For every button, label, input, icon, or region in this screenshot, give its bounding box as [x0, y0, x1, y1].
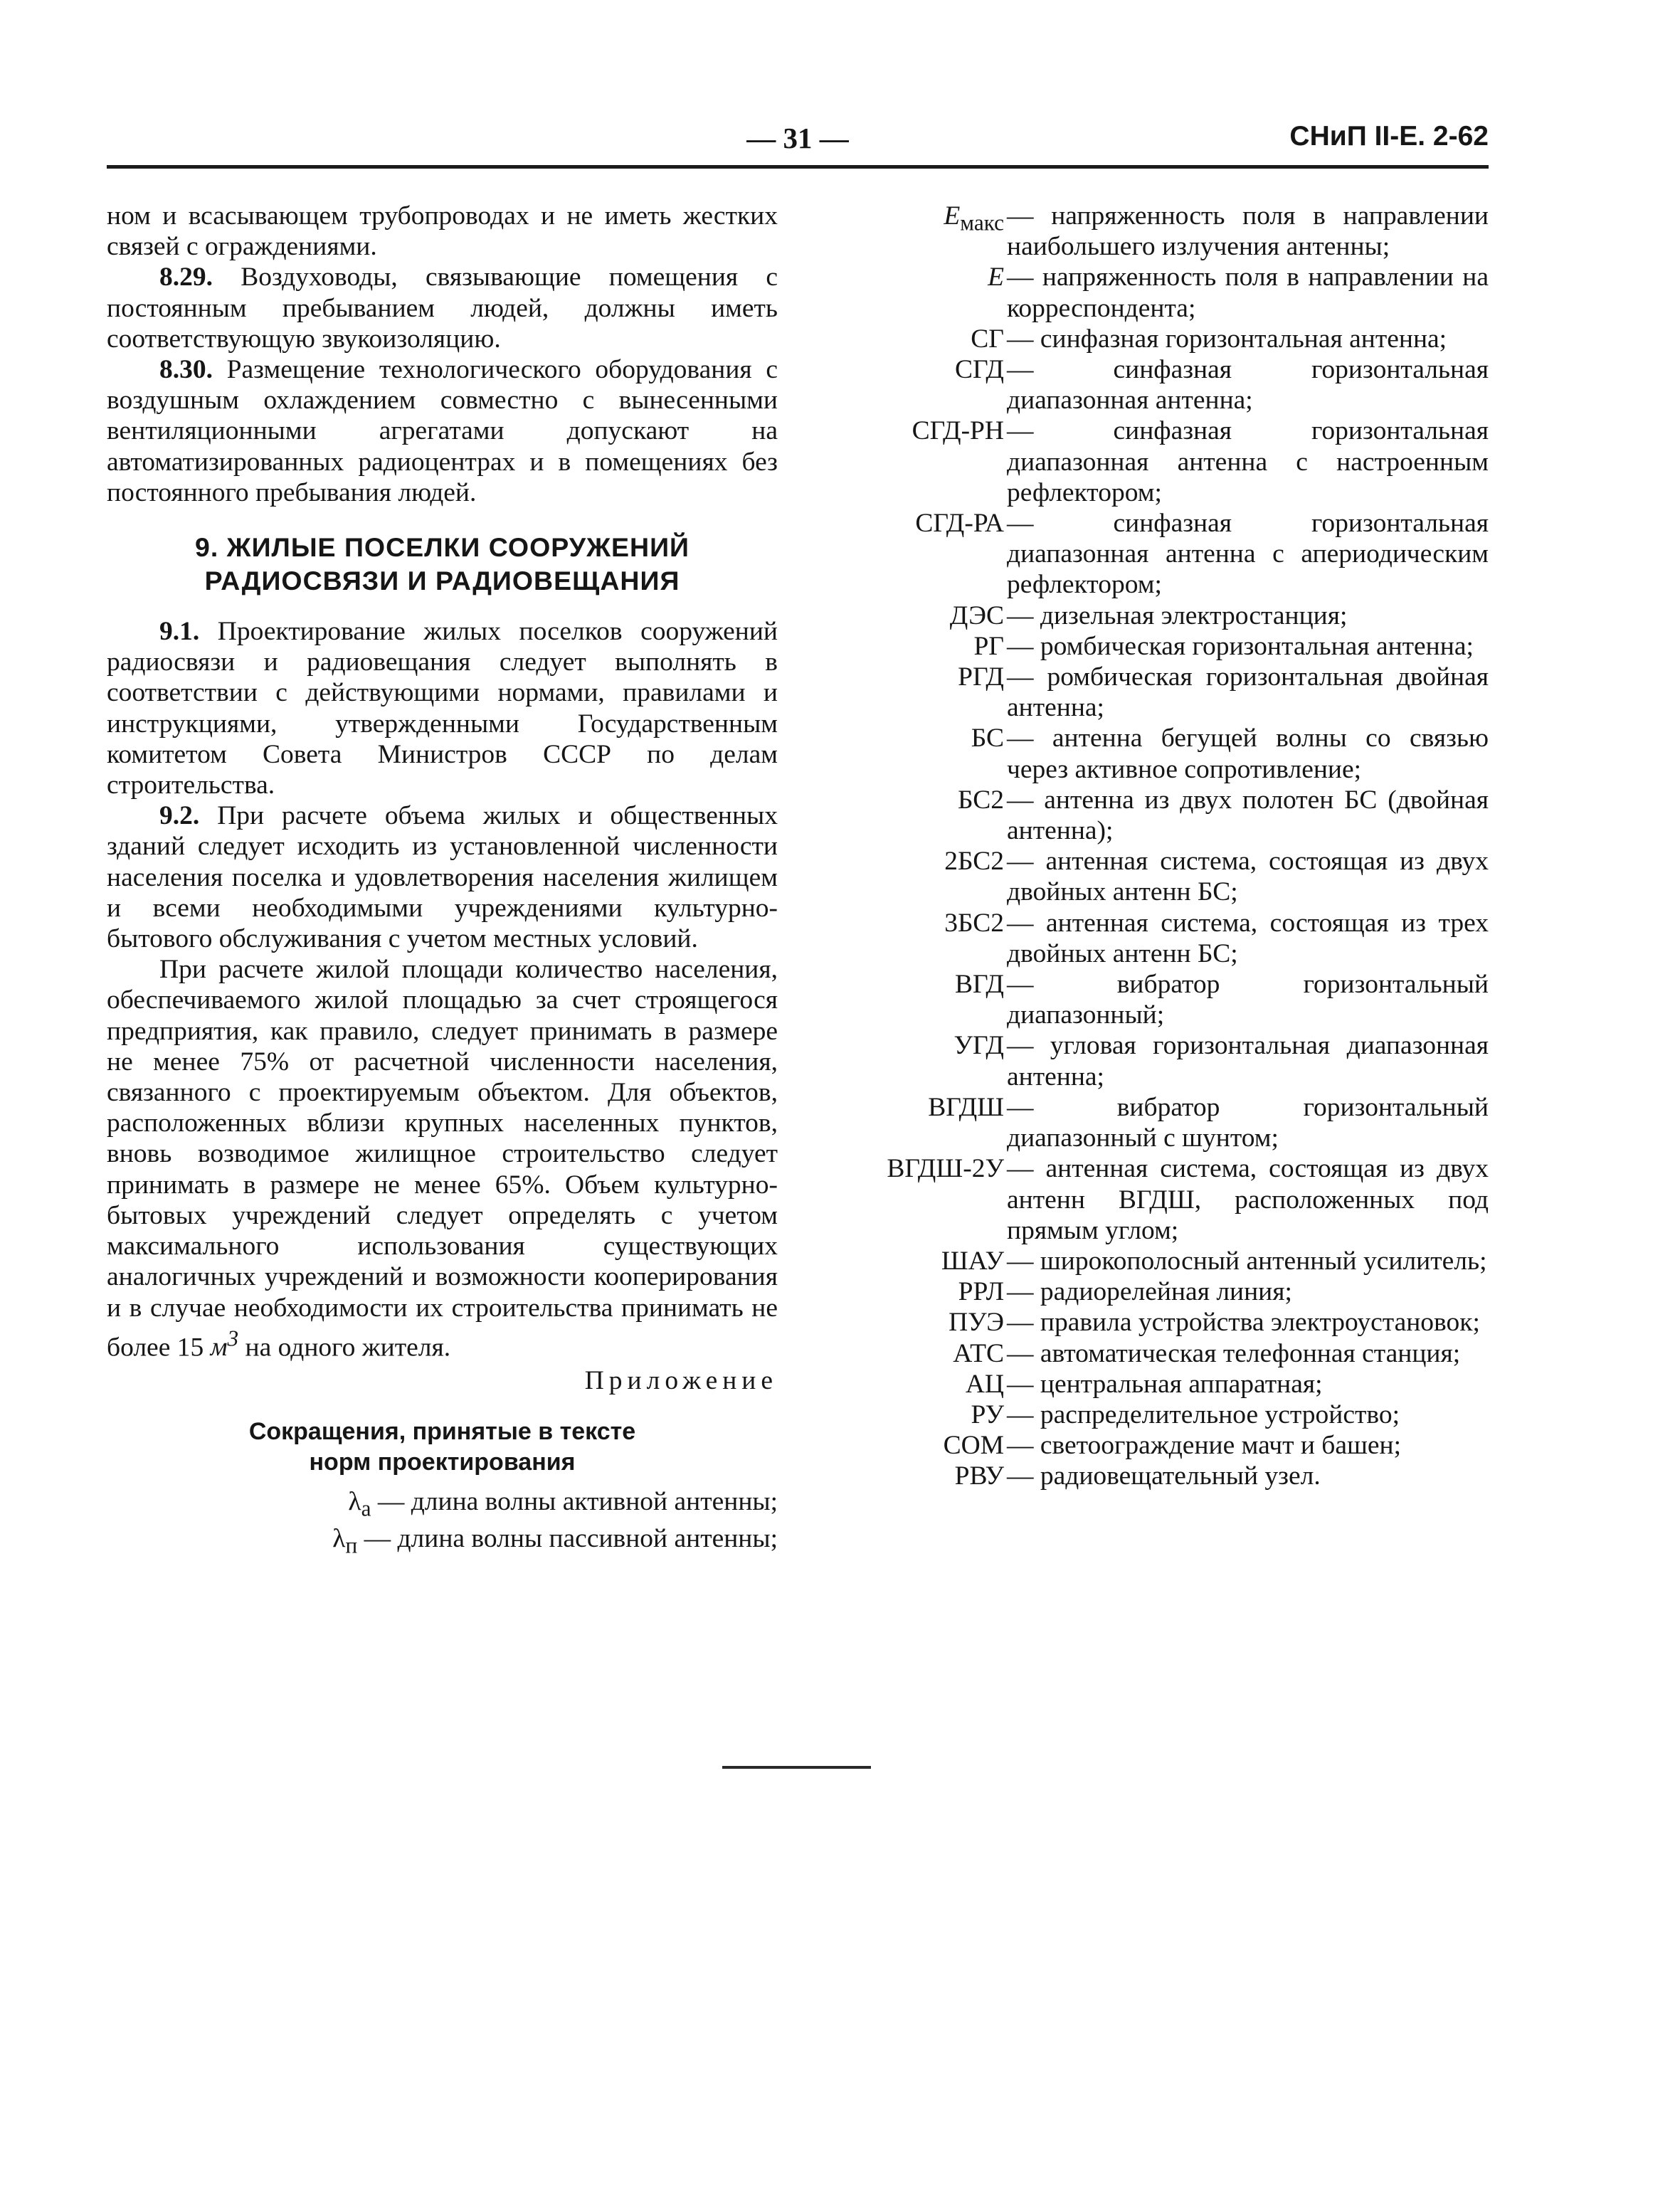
abbr-definition: — вибратор горизонтальный диапазонный;	[1007, 970, 1489, 1030]
abbr-definition: — угловая горизонтальная диапазонная антенна;	[1007, 1031, 1489, 1091]
abbr-definition: — радиовещательный узел.	[1007, 1461, 1321, 1491]
abbr-item	[790, 1307, 1489, 1338]
abbr-definition: — синфазная горизонтальная диапазонная антенна;	[1007, 355, 1489, 416]
abbr-definition: — дизельная электростанция;	[1007, 601, 1348, 630]
abbr-item	[790, 1153, 1489, 1246]
abbr-item	[790, 324, 1489, 354]
paragraph-number: 9.1.	[159, 617, 200, 647]
abbr-term: СГД-РН	[912, 416, 1004, 446]
appendix-label: Приложение	[584, 1366, 778, 1396]
abbr-term: БС2	[957, 785, 1004, 815]
abbr-item	[790, 1246, 1489, 1276]
paragraph-text: Воздуховоды, связывающие помещения с постоянным пребыванием людей, должны иметь соответствующую звукоизоляцию.	[107, 263, 778, 354]
paragraph-number: 8.29.	[159, 263, 213, 292]
abbr-definition: — напряженность поля в направлении на корреспондента;	[1007, 263, 1489, 323]
appendix-title-line: Сокращения, принятые в тексте	[248, 1417, 636, 1445]
paragraph-8-29	[107, 262, 778, 354]
paragraph-text: Проектирование жилых поселков сооружений радиосвязи и радиовещания следует выполнять в соответствии с действующими нормами, правилами и инструкциями, утвержденными Государственным комитетом Совета Министров СССР по делам строительства.	[107, 617, 778, 800]
abbr-item	[790, 969, 1489, 1030]
abbr-definition: — ромбическая горизонтальная антенна;	[1007, 631, 1474, 661]
end-of-page-rule	[722, 1766, 871, 1769]
unit-m3: $м^3$	[210, 1326, 239, 1363]
paragraph-text: Размещение технологического оборудования с воздушным охлаждением совместно с вынесенными вентиляционными агрегатами допускают на автоматизированных радиоцентрах и в помещениях без постоянного пребывания людей.	[107, 355, 778, 507]
abbr-definition: — напряженность поля в направлении наибольшего излучения антенны;	[1007, 201, 1489, 262]
abbr-item	[790, 723, 1489, 784]
header-rule	[107, 165, 1489, 169]
abbr-term: СГД	[955, 355, 1004, 385]
abbr-definition: — правила устройства электроустановок;	[1007, 1308, 1480, 1338]
abbr-item	[790, 1276, 1489, 1307]
abbr-term: ШАУ	[941, 1246, 1004, 1276]
abbr-definition: — синфазная горизонтальная антенна;	[1007, 324, 1447, 354]
abbr-term: 2БС2	[944, 847, 1004, 877]
abbr-item	[790, 908, 1489, 969]
abbr-item	[790, 354, 1489, 416]
paragraph-text: При расчете жилой площади количество населения, обеспечиваемого жилой площадью за счет строящегося предприятия, как правило, следует принимать в размере не менее 75% от расчетной численности населения, связанного с проектируемым объектом. Для объектов, расположенных вблизи крупных населенных пунктов, вновь возводимое жилищное строительство следует принимать в размере не менее 65%. Объем культурно-бытовых учреждений следует определять с учетом максимального использования существующих аналогичных учреждений и возможности кооперирования и в случае необходимости их строительства принимать не более 15	[107, 955, 778, 1363]
right-column	[790, 201, 1489, 1492]
page-number: — 31 —	[746, 122, 849, 154]
abbr-definition: — длина волны пассивной антенны;	[357, 1524, 778, 1554]
paragraph-9-2	[107, 800, 778, 954]
abbr-item	[790, 631, 1489, 662]
lambda-symbol: λ	[332, 1524, 346, 1554]
abbr-item	[790, 1092, 1489, 1153]
continued-text: ном и всасывающем трубопроводах и не иметь жестких связей с ограждениями.	[107, 201, 778, 262]
lambda-symbol: λ	[348, 1486, 361, 1516]
abbr-definition: — вибратор горизонтальный диапазонный с шунтом;	[1007, 1092, 1489, 1153]
abbr-term: УГД	[953, 1031, 1004, 1061]
continued-paragraph	[107, 201, 778, 262]
abbr-item	[790, 846, 1489, 907]
abbr-item	[790, 508, 1489, 601]
abbr-definition: — антенная система, состоящая из двух антенн ВГДШ, расположенных под прямым углом;	[1007, 1154, 1489, 1245]
abbr-lambda-passive	[107, 1523, 778, 1561]
page-header	[107, 121, 1489, 164]
abbr-item	[790, 601, 1489, 631]
abbr-item	[790, 662, 1489, 723]
heading-line: РАДИОСВЯЗИ И РАДИОВЕЩАНИЯ	[204, 566, 680, 596]
abbr-lambda-active	[107, 1486, 778, 1524]
abbr-item	[790, 1400, 1489, 1430]
abbr-definition: — антенная система, состоящая из двух двойных антенн БС;	[1007, 847, 1489, 907]
paragraph-9-2-continued	[107, 954, 778, 1363]
abbr-term: РГ	[973, 631, 1004, 661]
abbr-term: СГД-РА	[915, 509, 1004, 539]
abbr-item	[790, 1461, 1489, 1491]
abbr-term: ВГДШ-2У	[887, 1154, 1004, 1184]
paragraph-number: 9.2.	[159, 801, 200, 831]
abbr-term: СГ	[971, 324, 1004, 354]
abbr-term: РГД	[958, 662, 1004, 692]
lambda-subscript: п	[345, 1533, 358, 1558]
abbr-term: АЦ	[965, 1369, 1004, 1399]
abbr-term: БС	[971, 724, 1004, 753]
appendix-title	[107, 1417, 778, 1478]
abbr-item	[790, 785, 1489, 846]
abbr-definition: — длина волны активной антенны;	[371, 1486, 778, 1516]
paragraph-9-1	[107, 616, 778, 800]
abbr-definition: — антенна бегущей волны со связью через активное сопротивление;	[1007, 724, 1489, 784]
paragraph-text: При расчете объема жилых и общественных зданий следует исходить из установленной численности населения поселка и удовлетворения населения жилищем и всеми необходимыми учреждениями культурно-бытового обслуживания с учетом местных условий.	[107, 801, 778, 954]
paragraph-number: 8.30.	[159, 355, 213, 385]
abbr-term: СОМ	[943, 1431, 1004, 1461]
abbr-definition: — антенная система, состоящая из трех двойных антенн БС;	[1007, 908, 1489, 968]
abbr-term: ВГД	[955, 970, 1004, 1000]
abbr-item	[790, 1430, 1489, 1461]
document-code: СНиП II-Е. 2-62	[1289, 121, 1489, 152]
abbr-definition: — синфазная горизонтальная диапазонная антенна с апериодическим рефлектором;	[1007, 509, 1489, 600]
abbr-definition: — центральная аппаратная;	[1007, 1369, 1323, 1399]
abbr-term: $E_{макс}$	[944, 201, 1004, 236]
left-column	[107, 201, 778, 1561]
abbr-item	[790, 1030, 1489, 1091]
abbr-term: ПУЭ	[949, 1308, 1004, 1338]
heading-line: 9. ЖИЛЫЕ ПОСЕЛКИ СООРУЖЕНИЙ	[194, 532, 690, 563]
abbr-term: РВУ	[954, 1461, 1004, 1491]
abbr-term: 3БС2	[944, 908, 1004, 938]
lambda-subscript: а	[361, 1496, 371, 1521]
abbr-definition: — радиорелейная линия;	[1007, 1277, 1292, 1307]
abbr-definition: — антенна из двух полотен БС (двойная антенна);	[1007, 785, 1489, 846]
abbr-item	[790, 1369, 1489, 1400]
appendix-title-line: норм проектирования	[309, 1448, 576, 1476]
section-9-heading	[107, 531, 778, 598]
paragraph-text: на одного жителя.	[238, 1333, 451, 1363]
abbr-definition: — автоматическая телефонная станция;	[1007, 1338, 1461, 1368]
abbreviation-list	[790, 201, 1489, 1492]
abbr-term: РРЛ	[958, 1277, 1004, 1307]
abbr-item	[790, 201, 1489, 262]
abbr-definition: — синфазная горизонтальная диапазонная антенна с настроенным рефлектором;	[1007, 416, 1489, 507]
abbr-definition: — широкополосный антенный усилитель;	[1007, 1246, 1487, 1276]
abbr-term: АТС	[953, 1338, 1004, 1368]
paragraph-8-30	[107, 354, 778, 508]
abbr-definition: — светоограждение мачт и башен;	[1007, 1431, 1402, 1461]
abbr-definition: — распределительное устройство;	[1007, 1400, 1400, 1429]
abbr-definition: — ромбическая горизонтальная двойная антенна;	[1007, 662, 1489, 723]
abbr-term: E	[988, 263, 1004, 292]
abbr-term: ДЭС	[949, 601, 1004, 630]
abbr-item	[790, 1338, 1489, 1369]
abbr-term: ВГДШ	[928, 1092, 1004, 1122]
abbr-item	[790, 262, 1489, 323]
abbr-item	[790, 416, 1489, 508]
abbr-term: РУ	[971, 1400, 1004, 1429]
